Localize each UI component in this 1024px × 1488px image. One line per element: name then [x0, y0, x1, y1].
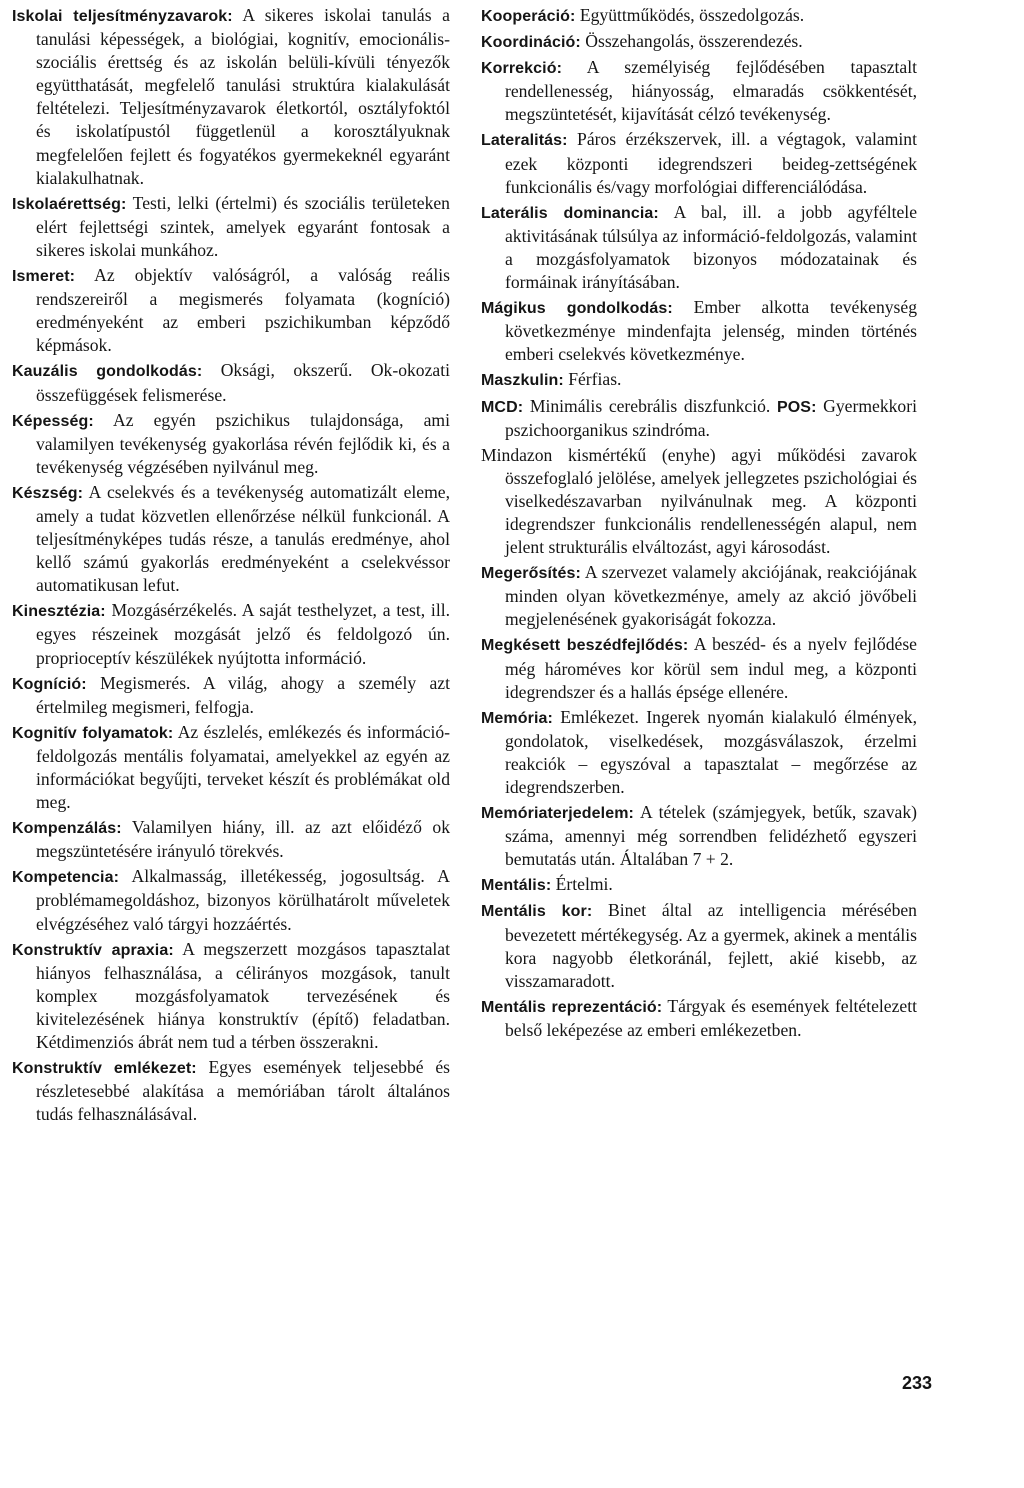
glossary-entry: [481, 899, 917, 992]
glossary-entry: [12, 264, 450, 357]
entry-definition: Tárgyak és események feltételezett belső leképezése az emberi emlékezetben.: [505, 995, 917, 1040]
glossary-entry: [12, 481, 450, 597]
entry-term: Konstruktív emlékezet:: [12, 1060, 197, 1078]
entry-definition: Minimális cerebrális diszfunkció.: [529, 395, 771, 416]
entry-definition: Összehangolás, összerendezés.: [585, 31, 803, 52]
glossary-entry: [481, 56, 917, 126]
entry-term: Mágikus gondolkodás:: [481, 300, 673, 318]
page-number: 233: [902, 1373, 933, 1393]
entry-definition: Testi, lelki (értelmi) és szociális területeken elért fejlettségi szintek, amelyek egyaránt fontosak a sikeres iskolai munkához.: [36, 192, 450, 260]
glossary-entry: [481, 4, 917, 28]
entry-term: Maszkulin:: [481, 372, 564, 390]
entry-term-secondary: POS:: [776, 398, 817, 416]
entry-term: Képesség:: [12, 412, 94, 430]
glossary-entry: [481, 995, 917, 1042]
entry-term: Kompetencia:: [12, 869, 119, 887]
entry-definition: Páros érzékszervek, ill. a végtagok, valamint ezek központi idegrendszeri beideg-zettségének funkcionális és/vagy morfológiai differenciálódása.: [505, 129, 917, 197]
entry-definition: Mozgásérzékelés. A saját testhelyzet, a test, ill. egyes részeinek mozgását jelző és feldolgozó ún. proprioceptív készülékek nyújtotta információ.: [36, 600, 450, 668]
entry-term: Kooperáció:: [481, 8, 576, 25]
entry-term: Mentális kor:: [481, 903, 593, 921]
glossary-column-left: [12, 4, 450, 1128]
entry-term: Kinesztézia:: [12, 603, 106, 621]
entry-term: Kognitív folyamatok:: [12, 724, 174, 742]
glossary-entry: [12, 721, 450, 814]
entry-definition: Az objektív valóságról, a valóság reális rendszereiről a megismerés folyamata (kogníció) eredményeként az emberi pszichikumban képződő képmások.: [36, 265, 450, 356]
entry-definition: Férfias.: [568, 369, 622, 390]
entry-term: Megerősítés:: [481, 565, 581, 583]
entry-term: Megkésett beszédfejlődés:: [481, 637, 689, 655]
entry-term: Memória:: [481, 709, 553, 727]
entry-definition: A sikeres iskolai tanulás a tanulási képességek, a biológiai, kognitív, emocionális-szociális érettség és az iskolán belüli-kívüli tényezők együtthatását, megfelelő tanulási struktúra kialakulását feltételezi. Teljesítményzavarok életkortól, osztályfoktól és iskolatípustól függetlenül a korosztályuknak megfelelően fejlett és fogyatékos gyermekeknél egyaránt kialakulhatnak.: [36, 5, 450, 188]
entry-term: Lateralitás:: [481, 132, 568, 150]
glossary-entry: [12, 816, 450, 863]
entry-definition: Együttműködés, összedolgozás.: [579, 5, 805, 25]
entry-term: Laterális dominancia:: [481, 204, 659, 222]
glossary-entry: [481, 444, 917, 559]
glossary-entry: [481, 201, 917, 294]
entry-term: Kompenzálás:: [12, 820, 122, 838]
glossary-entry: [481, 801, 917, 871]
glossary-entry: [481, 395, 917, 442]
entry-term: Konstruktív apraxia:: [12, 941, 174, 959]
glossary-entry: [481, 633, 917, 703]
entry-definition: Értelmi.: [555, 874, 613, 895]
entry-definition: A cselekvés és a tevékenység automatizált eleme, amely a tudat közvetlen ellenőrzése nélkül funkcionál. A teljesítményképes tudás része, a tanulás eredménye, ahol kellő számú gyakorlás eredményeként a cselekvéssor automatikusan lefut.: [36, 481, 450, 596]
glossary-entry: [12, 1056, 450, 1126]
entry-definition: A tételek (számjegyek, betűk, szavak) száma, amennyi még sorrendben felidézhető egyszeri bemutatás után. Általában 7 + 2.: [505, 802, 917, 870]
entry-definition: Ember alkotta tevékenység következménye mindenfajta jelenség, minden történés emberi cselekvés következménye.: [505, 297, 917, 365]
entry-definition: Megismerés. A világ, ahogy a személy azt értelmileg megismeri, felfogja.: [36, 672, 451, 717]
entry-term: Iskolaérettség:: [12, 195, 127, 213]
glossary-entry: [12, 672, 450, 719]
entry-term: Mentális:: [481, 877, 552, 895]
entry-term: Iskolai teljesítményzavarok:: [12, 8, 233, 25]
entry-definition: Az egyén pszichikus tulajdonsága, ami valamilyen tevékenység gyakorlása révén fejlődik ki, és a tevékenység végzésében nyilvánul meg.: [36, 409, 450, 477]
glossary-entry: [481, 561, 917, 631]
entry-term: Korrekció:: [481, 60, 563, 78]
entry-term: MCD:: [481, 398, 524, 416]
glossary-entry: [12, 865, 450, 935]
entry-term: Kauzális gondolkodás:: [12, 363, 203, 381]
glossary-entry: [481, 873, 917, 897]
glossary-entry: [12, 192, 450, 262]
entry-definition: Egyes események teljesebbé és részletesebbé alakítása a memóriában tárolt általános tudás felhasználásával.: [36, 1057, 450, 1125]
glossary-entry: [12, 4, 450, 190]
entry-definition: Az észlelés, emlékezés és információ-feldolgozás mentális folyamatai, amelyekkel az egyén az információkat begyűjti, terveket készít és problémákat old meg.: [36, 721, 450, 813]
entry-definition: Alkalmasság, illetékesség, jogosultság. A problémamegoldáshoz, bizonyos körülhatárolt műveletek elvégzéséhez való tárgyi hozzáértés.: [36, 866, 450, 934]
glossary-entry: [12, 599, 450, 669]
glossary-entry: [481, 368, 917, 392]
entry-definition: A bal, ill. a jobb agyféltele aktivitásának túlsúlya az információ-feldolgozás, valamint a mozgásfolyamatok bizonyos módozatainak és formáinak irányításában.: [505, 201, 918, 293]
entry-definition: A szervezet valamely akciójának, reakciójának minden olyan következménye, amely az akció jövőbeli megjelenésének gyakoriságát fokozza.: [505, 562, 917, 630]
glossary-entry: [12, 938, 450, 1054]
glossary-entry: [481, 128, 917, 198]
glossary-entry: [481, 296, 917, 366]
glossary-entry: [481, 706, 917, 799]
entry-definition: Mindazon kismértékű (enyhe) agyi működési zavarok összefoglaló jelölése, amelyek jellegzetes pszichológiai és viselkedészavarban nyilvánulnak meg. A központi idegrendszer funkcionális rendellenességén alapul, nem jelent strukturális elváltozást, agyi károsodást.: [481, 444, 917, 558]
entry-term: Memóriaterjedelem:: [481, 805, 634, 823]
glossary-column-right: [481, 4, 917, 1044]
entry-term: Készség:: [12, 484, 84, 502]
glossary-entry: [12, 409, 450, 479]
entry-term: Kogníció:: [12, 675, 87, 693]
glossary-entry: [12, 359, 450, 406]
entry-definition: A személyiség fejlődésében tapasztalt rendellenesség, hiányosság, elmaradás csökkentését, megszüntetését, kijavítását célzó tevékenység.: [505, 57, 917, 125]
entry-term: Ismeret:: [12, 268, 76, 286]
entry-definition: A beszéd- és a nyelv fejlődése még hároméves kor körül sem indul meg, a központi idegrendszer és a hallás épsége ellenére.: [505, 634, 917, 702]
entry-definition-secondary: Gyermekkori pszichoorganikus szindróma.: [505, 395, 917, 440]
entry-definition: Emlékezet. Ingerek nyomán kialakuló élmények, gondolatok, viselkedések, mozgásválaszok, érzelmi reakciók – egyszóval a tapasztalat – megőrzése az idegrendszerben.: [505, 706, 917, 797]
entry-definition: Oksági, okszerű. Ok-okozati összefüggések felismerése.: [36, 360, 450, 405]
glossary-entry: [481, 30, 917, 54]
entry-definition: A megszerzett mozgásos tapasztalat hiányos felhasználása, a célirányos mozgások, tanult komplex mozgásfolyamatok tervezésének és kivitelezésének hiánya konstruktív (építő) feladatban. Kétdimenziós ábrát nem tud a térben összerakni.: [36, 938, 450, 1053]
entry-term: Koordináció:: [481, 34, 581, 52]
entry-definition: Valamilyen hiány, ill. az azt előidéző ok megszüntetésére irányuló törekvés.: [36, 817, 450, 862]
entry-definition: Binet által az intelligencia mérésében bevezetett mértékegység. Az a gyermek, akinek a mentális kora nagyobb életkoránál, fejlett, akié kisebb, az visszamaradott.: [505, 900, 917, 991]
entry-term: Mentális reprezentáció:: [481, 998, 663, 1016]
